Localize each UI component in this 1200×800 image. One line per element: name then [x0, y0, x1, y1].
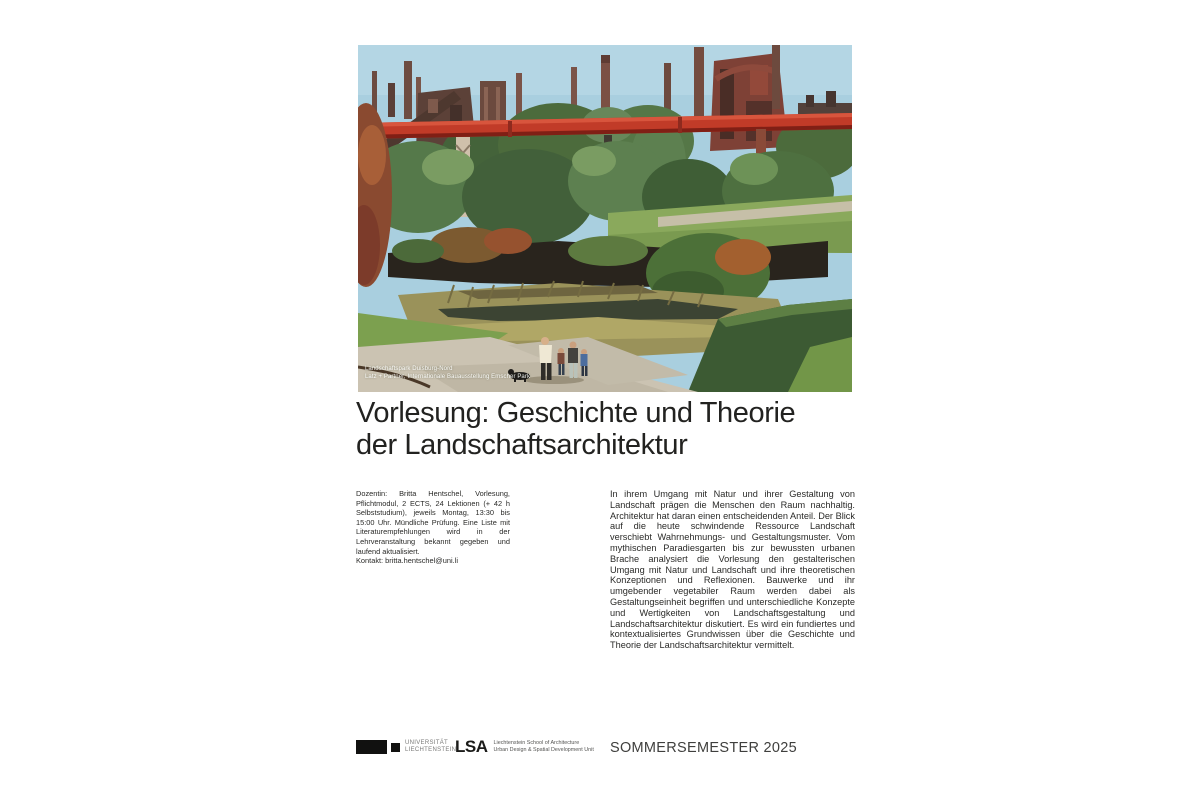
photo-caption [365, 365, 530, 381]
course-contact-text: Kontakt: britta.hentschel@uni.li [356, 556, 458, 566]
page-title [356, 398, 795, 461]
course-details-text: Dozentin: Britta Hentschel, Vorlesung, Pflichtmodul, 2 ECTS, 24 Lektionen (+ 42 h Selbststudium), jeweils Montag, 13:30 bis 15:00 Uhr. Mündliche Prüfung. Eine Liste mit Literaturempfehlungen wird in der Lehrveranstaltung bekannt gegeben und laufend aktualisiert. [356, 489, 510, 556]
lsa-line2: Urban Design & Spatial Development Unit [493, 746, 594, 753]
university-liechtenstein-logo [356, 740, 456, 754]
course-info-column [356, 489, 510, 566]
lsa-logo [455, 738, 594, 755]
university-logo-square-icon [391, 743, 400, 752]
photo-caption-line1: Landschaftspark Duisburg-Nord [365, 366, 453, 372]
hero-photo [358, 45, 852, 392]
lsa-logo-text [494, 740, 594, 753]
photo-caption-line2: Latz + Partner, Internationale Bauausstellung Emscher Park [365, 374, 531, 380]
university-logo-line1: UNIVERSITÄT [405, 740, 448, 746]
landscape-park-illustration [358, 45, 852, 392]
page-title-line1: Vorlesung: Geschichte und Theorie [356, 397, 796, 429]
course-description-text: In ihrem Umgang mit Natur und ihrer Gestaltung von Landschaft prägen die Menschen den Raum nachhaltig. Architektur hat daran einen entscheidenden Anteil. Der Blick auf die heute schwindende Ressource Landschaft verschiebt Wahrnehmungs- und Gestaltungsmuster. Vom mythischen Paradiesgarten bis zur bewussten urbanen Brache analysiert die Vorlesung den gestalterischen Umgang mit Natur und Landschaft und ihre theoretischen Konzeptionen und Reflexionen. Bauwerke und ihr umgebender vegetabiler Raum werden dabei als Gestaltungseinheit begriffen und unterschiedliche Konzepte und Wertigkeiten von Landschaftsgestaltung und Landschaftsarchitektur diskutiert. Es wird ein fundiertes und kontextualisiertes Grundwissen über die Geschichte und Theorie der Landschaftsarchitektur vermittelt. [610, 489, 855, 651]
course-description-column [610, 489, 855, 651]
page-title-line2: der Landschaftsarchitektur [356, 428, 688, 461]
university-logo-line2: LIECHTENSTEIN [405, 747, 457, 754]
semester-label: SOMMERSEMESTER 2025 [610, 740, 797, 756]
lsa-abbrev: LSA [455, 737, 488, 756]
lsa-line1: Liechtenstein School of Architecture [493, 740, 580, 746]
university-logo-bar-icon [356, 740, 387, 754]
university-logo-text [405, 740, 456, 754]
